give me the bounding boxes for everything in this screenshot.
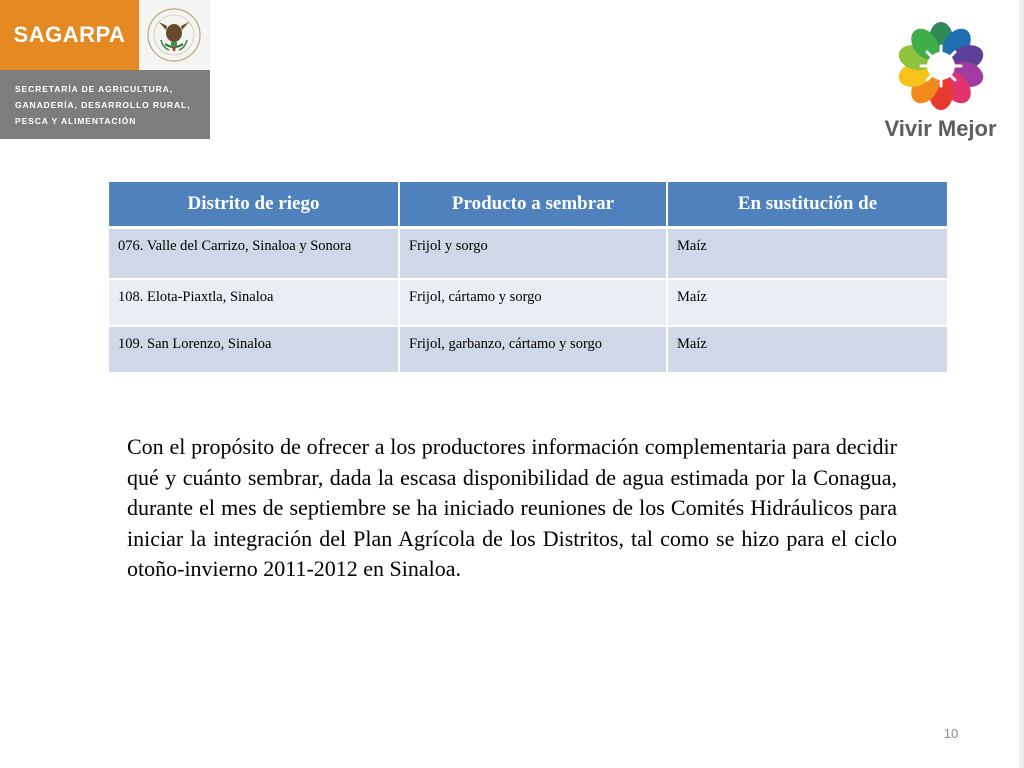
vivir-mejor-wordmark: Vivir Mejor [884,116,997,141]
sagarpa-wordmark: SAGARPA [0,0,139,70]
sagarpa-logo [0,0,210,139]
table-row [109,228,947,279]
ministry-line: GANADERÍA, DESARROLLO RURAL, [15,100,191,110]
table-cell: Frijol, cártamo y sorgo [399,279,667,326]
table-cell: Maíz [667,326,947,373]
page-number: 10 [943,726,959,741]
column-header: Producto a sembrar [399,182,667,228]
ministry-line: PESCA Y ALIMENTACIÓN [15,116,137,126]
table-cell: Frijol, garbanzo, cártamo y sorgo [399,326,667,373]
multicolor-flower-icon [895,20,987,112]
vivir-mejor-logo [868,20,1013,150]
ministry-line: SECRETARÍA DE AGRICULTURA, [15,84,173,94]
table-cell: 076. Valle del Carrizo, Sinaloa y Sonora [109,228,399,279]
slide-edge [1019,0,1024,768]
table-row [109,326,947,373]
table-row [109,279,947,326]
table-cell: 108. Elota-Piaxtla, Sinaloa [109,279,399,326]
table-header-row [109,182,947,228]
table-cell: Maíz [667,228,947,279]
table-cell: Maíz [667,279,947,326]
column-header: Distrito de riego [109,182,399,228]
column-header: En sustitución de [667,182,947,228]
body-paragraph: Con el propósito de ofrecer a los productores información complementaria para decidir qué y cuánto sembrar, dada la escasa disponibilidad de agua estimada por la Conagua, durante el mes de septiembre se ha iniciado reuniones de los Comités Hidráulicos para iniciar la integración del Plan Agrícola de los Distritos, tal como se hizo para el ciclo otoño-invierno 2011-2012 en Sinaloa. [127,434,897,581]
table-cell: 109. San Lorenzo, Sinaloa [109,326,399,373]
ministry-name-block [0,70,210,139]
table-cell: Frijol y sorgo [399,228,667,279]
irrigation-district-table [109,182,947,374]
mexican-coat-of-arms-icon [139,0,210,70]
